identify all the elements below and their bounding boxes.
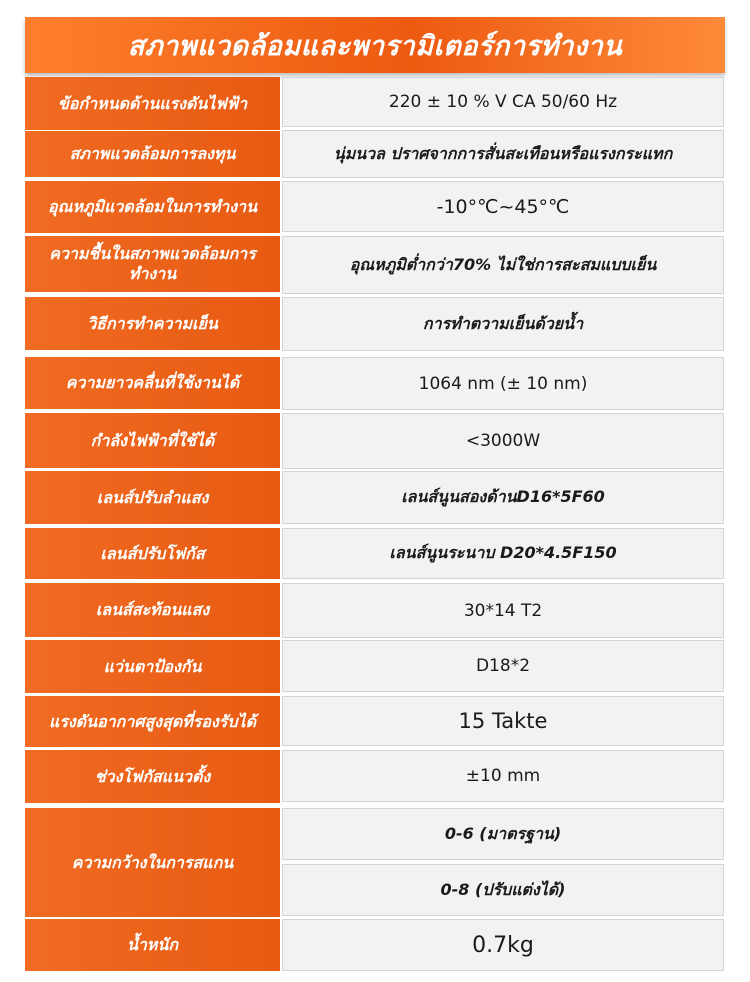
spec-label-temperature: อุณหภูมิแวดล้อมในการทำงาน — [25, 181, 280, 233]
spec-label-environment: สภาพแวดล้อมการลงทุน — [25, 131, 280, 177]
spec-value-scan-width-custom: 0-8 (ปรับแต่งได้) — [282, 864, 724, 916]
spec-value-humidity: อุณหภูมิต่ำกว่า70% ไม่ใช่การสะสมแบบเย็น — [282, 236, 724, 294]
spec-value-collimating-lens: เลนส์นูนสองด้านD16*5F60 — [282, 471, 724, 524]
spec-label-max-air-pressure: แรงดันอากาศสูงสุดที่รองรับได้ — [25, 696, 280, 747]
spec-label-power: กำลังไฟฟ้าที่ใช้ได้ — [25, 413, 280, 468]
spec-value-voltage: 220 ± 10 % V CA 50/60 Hz — [282, 77, 724, 127]
spec-label-humidity: ความชื้นในสภาพแวดล้อมการทำงาน — [25, 236, 280, 292]
spec-value-focusing-lens: เลนส์นูนระนาบ D20*4.5F150 — [282, 528, 724, 579]
spec-value-max-air-pressure: 15 Takte — [282, 696, 724, 746]
spec-label-focusing-lens: เลนส์ปรับโฟกัส — [25, 528, 280, 579]
spec-label-wavelength: ความยาวคลื่นที่ใช้งานได้ — [25, 357, 280, 409]
spec-value-vertical-focus-range: ±10 mm — [282, 750, 724, 802]
page-title: สภาพแวดล้อมและพารามิเตอร์การทำงาน — [25, 17, 725, 73]
spec-value-power: <3000W — [282, 413, 724, 469]
spec-value-scan-width-standard: 0-6 (มาตรฐาน) — [282, 808, 724, 860]
spec-value-environment: นุ่มนวล ปราศจากการสั่นสะเทือนหรือแรงกระแทก — [282, 130, 724, 178]
spec-value-cooling: การทำตวามเย็นด้วยน้ำ — [282, 297, 724, 351]
spec-value-wavelength: 1064 nm (± 10 nm) — [282, 357, 724, 410]
spec-label-weight: น้ำหนัก — [25, 919, 280, 971]
spec-label-voltage: ข้อกำหนดด้านแรงดันไฟฟ้า — [25, 77, 280, 130]
spec-label-vertical-focus-range: ช่วงโฟกัสแนวตั้ง — [25, 750, 280, 803]
spec-label-protective-glass: แว่นตาป้องกัน — [25, 640, 280, 693]
spec-value-weight: 0.7kg — [282, 919, 724, 971]
spec-label-cooling: วิธีการทำความเย็น — [25, 297, 280, 350]
spec-value-temperature: -10°℃~45°℃ — [282, 181, 724, 232]
spec-label-scan-width: ความกว้างในการสแกน — [25, 808, 280, 917]
spec-value-protective-glass: D18*2 — [282, 640, 724, 692]
spec-value-reflective-lens: 30*14 T2 — [282, 583, 724, 638]
spec-label-reflective-lens: เลนส์สะท้อนแสง — [25, 583, 280, 637]
spec-label-collimating-lens: เลนส์ปรับลำแสง — [25, 471, 280, 524]
